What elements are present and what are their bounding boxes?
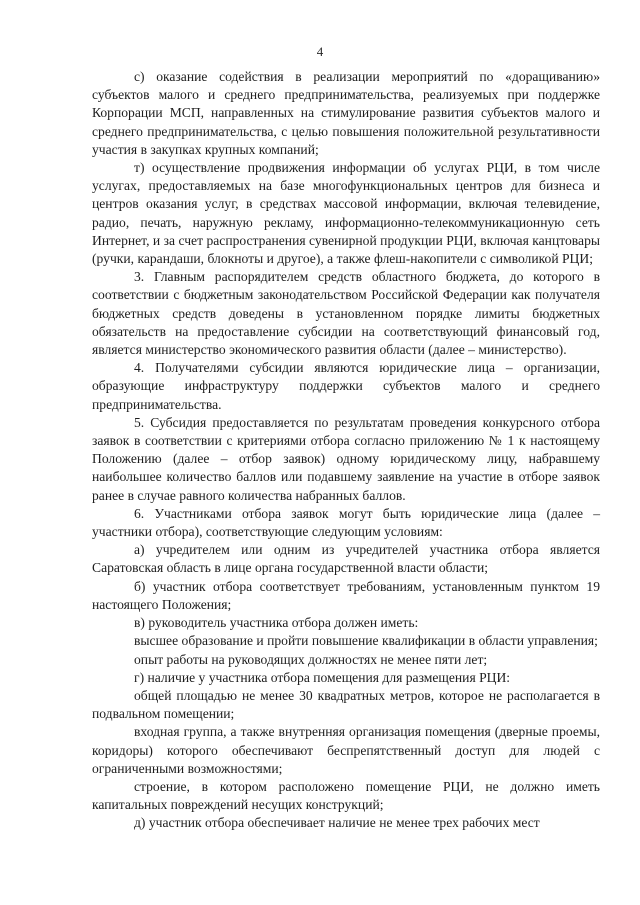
paragraph-clause-3: 3. Главным распорядителем средств областного бюджета, до которого в соответствии с бюджетным законодательством Российской Федерации как получателя бюджетных средств доведены в установленном порядке лимиты бюджетных обязательств на предоставление субсидии на соответствующий финансовый год, является министерство экономического развития области (далее – министерство). (92, 269, 600, 358)
paragraph-item-b: б) участник отбора соответствует требованиям, установленным пунктом 19 настоящего Положения; (92, 578, 600, 612)
paragraph-higher-education: высшее образование и пройти повышение квалификации в области управления; (134, 633, 598, 649)
paragraph-item-a: а) учредителем или одним из учредителей участника отбора является Саратовская область в лице органа государственной власти области; (92, 542, 600, 576)
paragraph-building-condition: строение, в котором расположено помещение РЦИ, не должно иметь капитальных повреждений несущих конструкций; (92, 778, 600, 813)
paragraph-work-experience: опыт работы на руководящих должностях не менее пяти лет; (134, 651, 488, 667)
paragraph-clause-4: 4. Получателями субсидии являются юридические лица – организации, образующие инфраструктуру поддержки субъектов малого и среднего предпринимательства. (92, 360, 600, 412)
paragraph-item-t: т) осуществление продвижения информации об услугах РЦИ, в том числе услугах, предоставляемых на базе многофункциональных центров для бизнеса и центров оказания услуг, в средствах массовой информации, включая телевидение, радио, печать, наружную рекламу, информационно-телекоммуникационную сеть Интернет, и за счет распространения сувенирной продукции РЦИ, включая канцтовары (ручки, карандаши, блокноты и другое), а также флеш-накопители с символикой РЦИ; (92, 160, 600, 267)
paragraph-clause-5: 5. Субсидия предоставляется по результатам проведения конкурсного отбора заявок в соответствии с критериями отбора согласно приложению № 1 к настоящему Положению (далее – отбор заявок) одному юридическому лицу, набравшему наибольшее количество баллов или подавшему заявление на участие в отборе заявок ранее в случае равного количества набранных баллов. (92, 414, 600, 503)
paragraph-floor-area: общей площадью не менее 30 квадратных метров, которое не располагается в подвальном помещении; (92, 687, 600, 722)
paragraph-item-g: г) наличие у участника отбора помещения для размещения РЦИ: (134, 669, 511, 685)
paragraph-clause-6: 6. Участниками отбора заявок могут быть юридические лица (далее – участники отбора), соответствующие следующим условиям: (92, 505, 600, 540)
page-number: 4 (316, 44, 324, 59)
paragraph-item-d: д) участник отбора обеспечивает наличие не менее трех рабочих мест (134, 815, 540, 831)
document-body (92, 68, 600, 833)
paragraph-item-v: в) руководитель участника отбора должен иметь: (134, 615, 419, 631)
paragraph-item-s: с) оказание содействия в реализации мероприятий по «доращиванию» субъектов малого и среднего предпринимательства, реализуемых при поддержке Корпорации МСП, направленных на стимулирование развития субъектов малого и среднего предпринимательства, с целью повышения положительной результативности участия в закупках крупных компаний; (92, 69, 600, 157)
paragraph-entrance-group: входная группа, а также внутренняя организация помещения (дверные проемы, коридоры) которого обеспечивают беспрепятственный доступ для людей с ограниченными возможностями; (92, 724, 600, 776)
